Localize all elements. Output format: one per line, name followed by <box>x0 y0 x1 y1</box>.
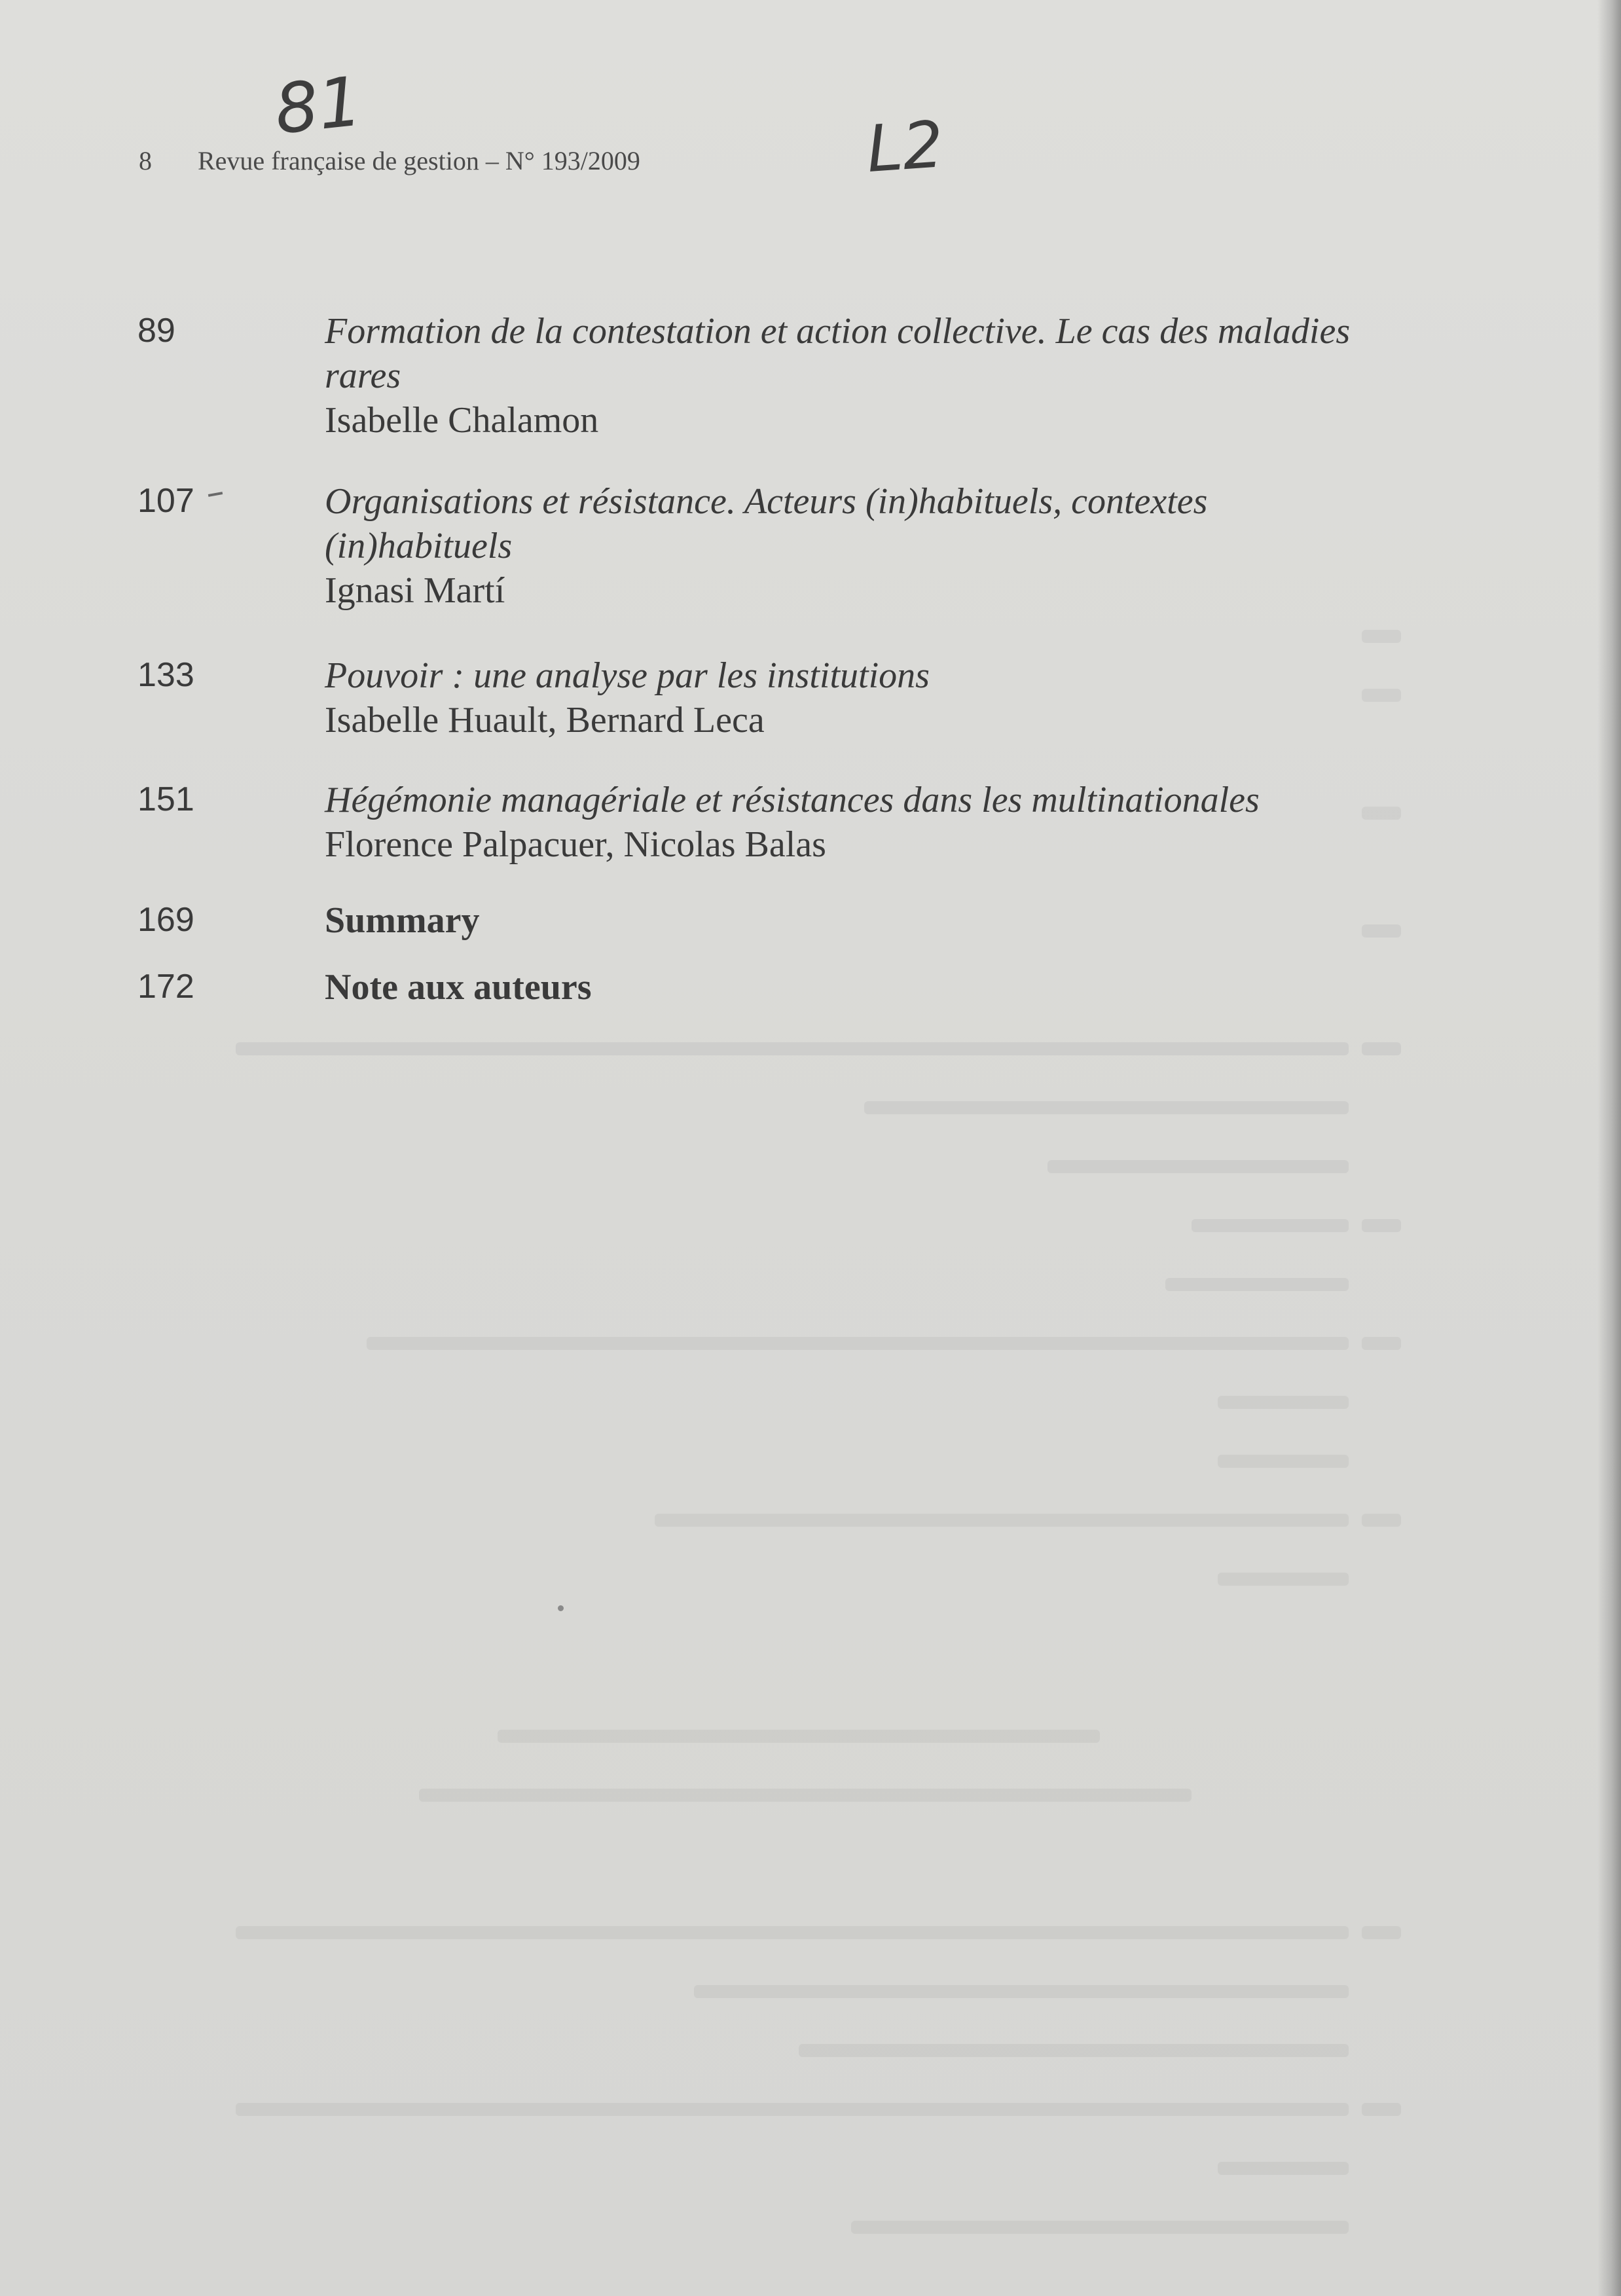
toc-page-number: 169 <box>137 901 194 939</box>
header-page-number: 8 <box>139 146 152 175</box>
toc-entry-body <box>325 898 1549 943</box>
handwritten-annotation-l2: L2 <box>864 107 946 187</box>
handwritten-annotation-81: 81 <box>270 61 366 150</box>
toc-title-line: Formation de la contestation et action collective. Le cas des maladies <box>325 311 1351 352</box>
toc-page-number: 151 <box>137 780 194 818</box>
toc-entry-body <box>325 778 1549 867</box>
toc-title-line: Pouvoir : une analyse par les institutions <box>325 655 930 696</box>
toc-author: Florence Palpacuer, Nicolas Balas <box>325 824 826 865</box>
toc-page-number: 89 <box>137 312 175 350</box>
toc-author: Ignasi Martí <box>325 570 505 611</box>
toc-page-number: 133 <box>137 656 194 694</box>
toc-author: Isabelle Huault, Bernard Leca <box>325 700 765 740</box>
toc-page-number: 107 <box>137 482 194 520</box>
speck-mark <box>558 1605 564 1611</box>
toc-entry-body <box>325 309 1549 443</box>
toc-author: Isabelle Chalamon <box>325 400 599 441</box>
toc-title-line: rares <box>325 355 401 396</box>
toc-title-line: (in)habituels <box>325 526 513 566</box>
toc-title-summary: Summary <box>325 900 480 941</box>
pencil-mark <box>208 492 223 497</box>
toc-entry-body <box>325 479 1549 613</box>
header-journal-title: Revue française de gestion – N° 193/2009 <box>198 146 640 175</box>
toc-entry-body <box>325 653 1549 742</box>
toc-entry-body <box>325 965 1549 1010</box>
toc-title-note-aux-auteurs: Note aux auteurs <box>325 967 592 1008</box>
toc-title-line: Organisations et résistance. Acteurs (in)habituels, contextes <box>325 481 1208 522</box>
page-edge-shadow <box>1597 0 1621 2296</box>
toc-title-line: Hégémonie managériale et résistances dans les multinationales <box>325 780 1260 820</box>
running-header <box>139 145 640 176</box>
toc-page-number: 172 <box>137 968 194 1006</box>
